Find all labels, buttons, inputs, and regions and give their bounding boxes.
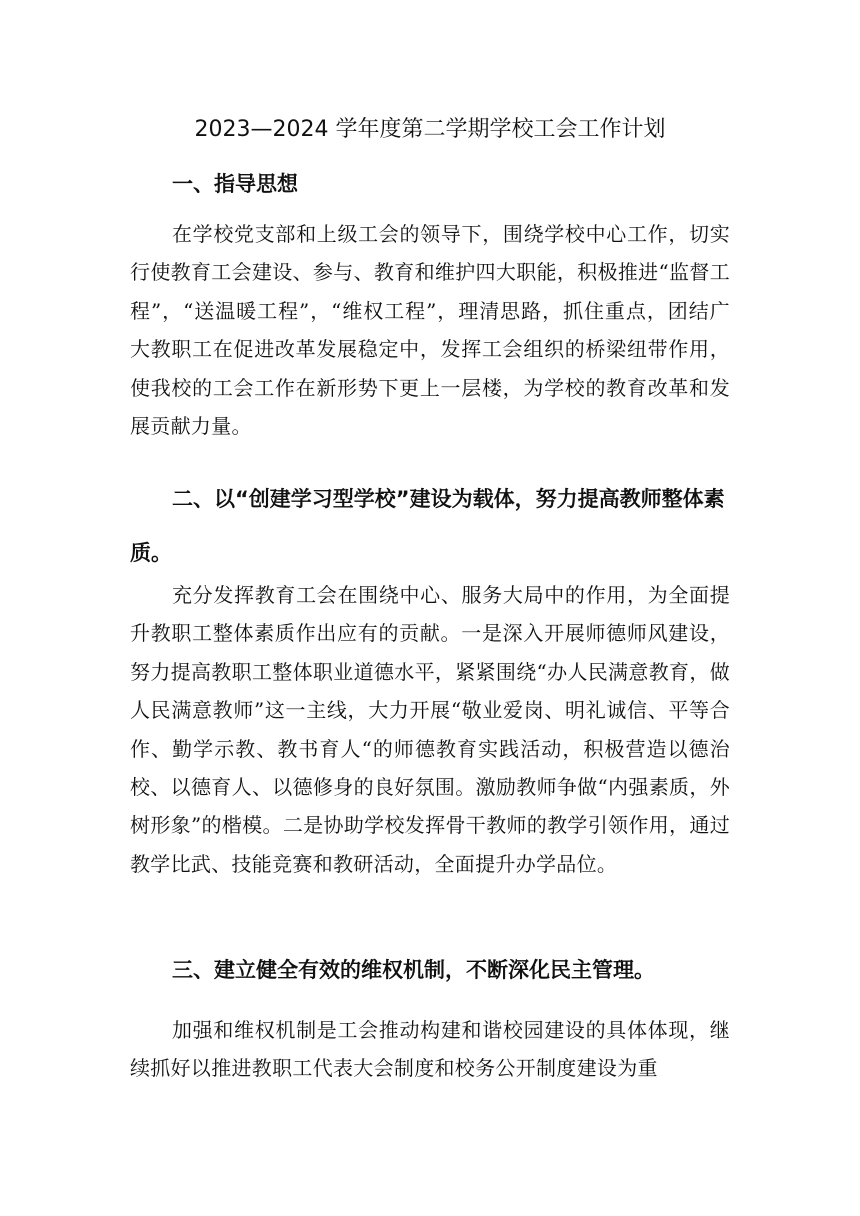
section-heading-rights-mechanism: 三、建立健全有效的维权机制，不断深化民主管理。 [172, 958, 655, 982]
page-bottom-edge [0, 1212, 860, 1216]
section-paragraph-guiding-ideology: 在学校党支部和上级工会的领导下，围绕学校中心工作，切实行使教育工会建设、参与、教育和维护四大职能，积极推进“监督工程”，“送温暖工程”，“维权工程”，理清思路，抓住重点，团结广大教职工在促进改革发展稳定中，发挥工会组织的桥梁纽带作用，使我校的工会工作在新形势下更上一层楼，为学校的教育改革和发展贡献力量。 [130, 222, 730, 439]
section-heading-guiding-ideology: 一、指导思想 [172, 172, 298, 196]
section-paragraph-rights-mechanism: 加强和维权机制是工会推动构建和谐校园建设的具体体现，继续抓好以推进教职工代表大会制度和校务公开制度建设为重 [130, 1018, 730, 1081]
section-heading-learning-school: 二、以“创建学习型学校”建设为载体，努力提高教师整体素质。 [130, 487, 725, 565]
document-title: 2023—2024 学年度第二学期学校工会工作计划 [194, 117, 666, 142]
section-paragraph-learning-school: 充分发挥教育工会在围绕中心、服务大局中的作用，为全面提升教职工整体素质作出应有的贡献。一是深入开展师德师风建设，努力提高教职工整体职业道德水平，紧紧围绕“办人民满意教育，做人民满意教师”这一主线，大力开展“敬业爱岗、明礼诚信、平等合作、勤学示教、教书育人“的师德教育实践活动，积极营造以德治校、以德育人、以德修身的良好氛围。激励教师争做“内强素质，外树形象”的楷模。二是协助学校发挥骨干教师的教学引领作用，通过教学比武、技能竞赛和教研活动，全面提升办学品位。 [130, 583, 730, 876]
